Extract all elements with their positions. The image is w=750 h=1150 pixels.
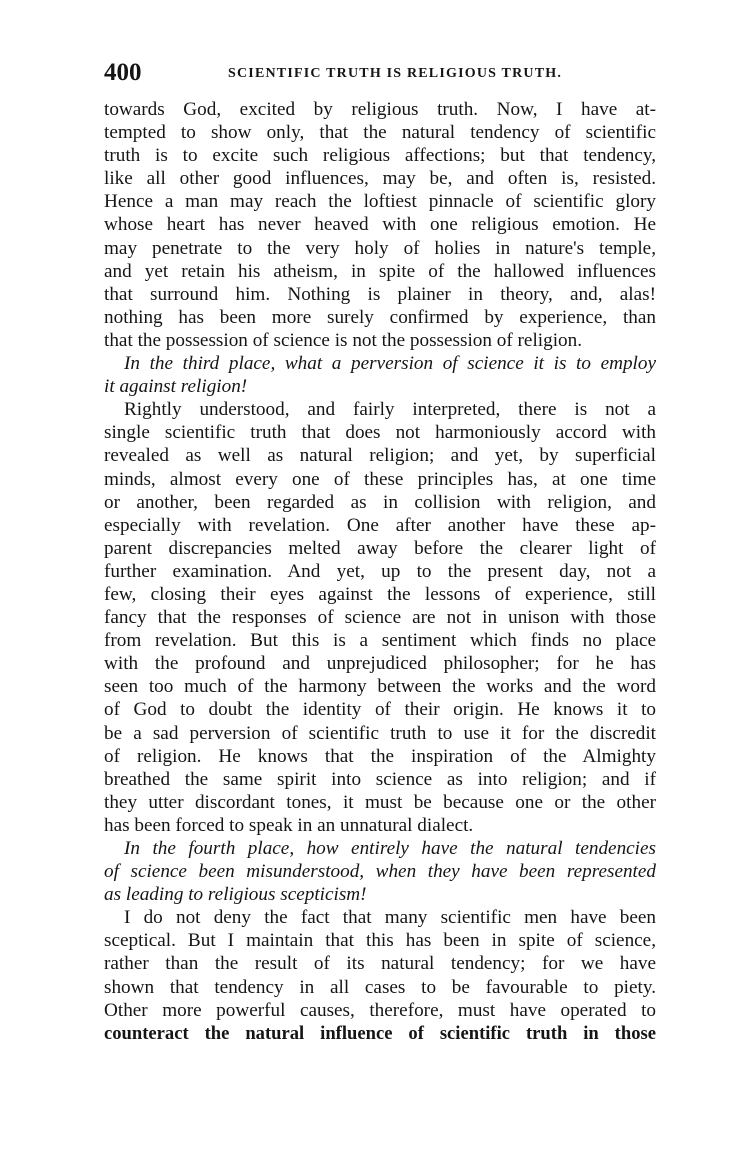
text-line: and yet retain his atheism, in spite of the hallowed influences xyxy=(104,260,656,282)
body-text xyxy=(104,98,656,1045)
section-heading-line: In the third place, what a perversion of science it is to employ xyxy=(124,353,656,375)
text-line: truth is to excite such religious affections; but that tendency, xyxy=(104,145,656,167)
text-line: be a sad perversion of scientific truth to use it for the discredit xyxy=(104,722,656,744)
page-number: 400 xyxy=(104,59,142,86)
text-line: of God to doubt the identity of their origin. He knows it to xyxy=(104,699,656,721)
text-line: single scientific truth that does not harmoniously accord with xyxy=(104,422,656,444)
text-line: from revelation. But this is a sentiment which finds no place xyxy=(104,630,656,652)
running-head xyxy=(104,58,656,88)
text-line: parent discrepancies melted away before the clearer light of xyxy=(104,537,656,559)
text-line: they utter discordant tones, it must be because one or the other xyxy=(104,791,656,813)
text-line: Hence a man may reach the loftiest pinnacle of scientific glory xyxy=(104,191,656,213)
text-line: that the possession of science is not the possession of religion. xyxy=(104,329,583,351)
text-line: I do not deny the fact that many scientific men have been xyxy=(124,907,656,929)
text-line: may penetrate to the very holy of holies in nature's temple, xyxy=(104,237,656,259)
text-line: like all other good influences, may be, and often is, resisted. xyxy=(104,168,656,190)
text-line: towards God, excited by religious truth. Now, I have at- xyxy=(104,99,656,120)
text-line: especially with revelation. One after another have these ap- xyxy=(104,514,656,536)
section-heading-line: as leading to religious scepticism! xyxy=(104,884,367,906)
text-line: minds, almost every one of these principles has, at one time xyxy=(104,468,656,490)
text-line: or another, been regarded as in collision with religion, and xyxy=(104,491,656,513)
text-line: with the profound and unprejudiced philosopher; for he has xyxy=(104,653,656,675)
text-line: Rightly understood, and fairly interpreted, there is not a xyxy=(124,399,656,421)
text-line: Other more powerful causes, therefore, must have operated to xyxy=(104,999,656,1021)
text-line: sceptical. But I maintain that this has been in spite of science, xyxy=(104,930,656,952)
text-line: shown that tendency in all cases to be favourable to piety. xyxy=(104,976,656,998)
text-line: rather than the result of its natural tendency; for we have xyxy=(104,953,656,975)
section-heading-line: it against religion! xyxy=(104,376,248,398)
text-line: seen too much of the harmony between the works and the word xyxy=(104,676,656,698)
text-line: breathed the same spirit into science as into religion; and if xyxy=(104,768,656,790)
text-line: tempted to show only, that the natural tendency of scientific xyxy=(104,122,656,144)
text-line: whose heart has never heaved with one religious emotion. He xyxy=(104,214,656,236)
text-line: fancy that the responses of science are not in unison with those xyxy=(104,607,656,629)
section-heading-line: of science been misunderstood, when they have been represented xyxy=(104,861,656,883)
text-line: of religion. He knows that the inspiration of the Almighty xyxy=(104,745,656,767)
text-line: revealed as well as natural religion; and yet, by superficial xyxy=(104,445,656,467)
section-heading-line: In the fourth place, how entirely have the natural tendencies xyxy=(124,838,656,859)
text-line: counteract the natural influence of scientific truth in those xyxy=(104,1022,656,1044)
text-line: further examination. And yet, up to the present day, not a xyxy=(104,560,656,582)
running-title: SCIENTIFIC TRUTH IS RELIGIOUS TRUTH. xyxy=(228,66,563,81)
text-line: has been forced to speak in an unnatural dialect. xyxy=(104,814,474,836)
text-line: that surround him. Nothing is plainer in theory, and, alas! xyxy=(104,283,656,305)
text-line: few, closing their eyes against the lessons of experience, still xyxy=(104,583,656,605)
text-line: nothing has been more surely confirmed by experience, than xyxy=(104,306,656,328)
